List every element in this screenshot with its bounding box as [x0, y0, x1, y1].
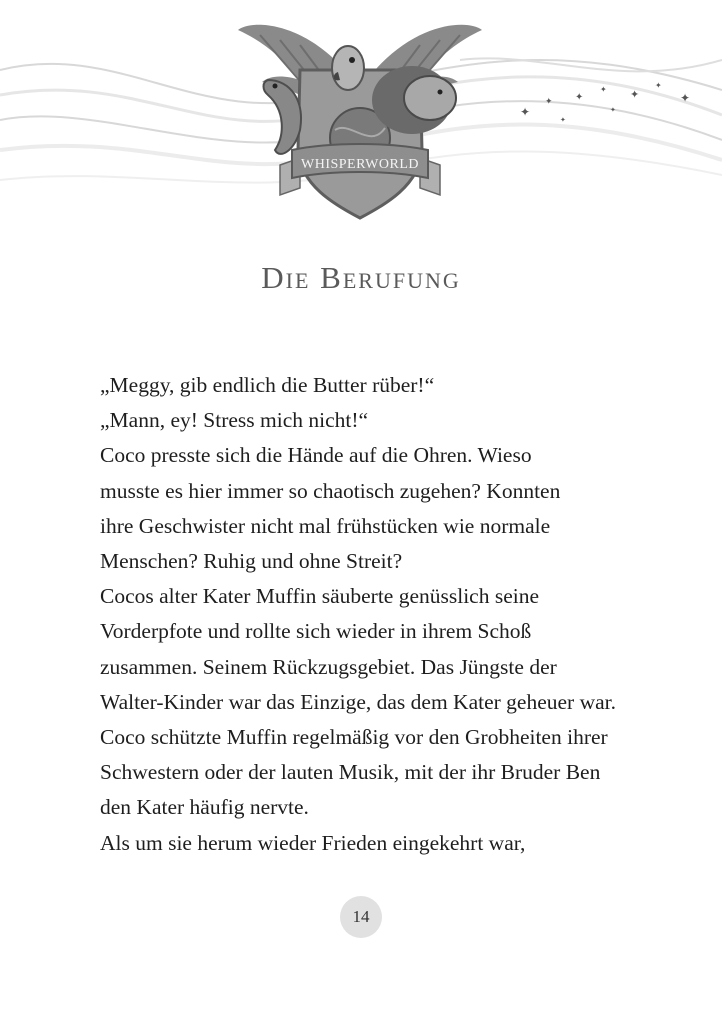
- chapter-title: Die Berufung: [261, 260, 461, 295]
- svg-text:✦: ✦: [610, 106, 616, 114]
- text-line: Als um sie herum wieder Frieden eingekehrt war,: [100, 830, 526, 855]
- svg-text:✦: ✦: [545, 97, 553, 107]
- svg-text:✦: ✦: [655, 81, 662, 90]
- text-line: musste es hier immer so chaotisch zugehen? Konnten: [100, 478, 561, 503]
- svg-text:✦: ✦: [575, 92, 584, 103]
- page-number: 14: [352, 907, 370, 926]
- text-line: zusammen. Seinem Rückzugsgebiet. Das Jüngste der: [100, 654, 557, 679]
- text-line: „Meggy, gib endlich die Butter rüber!“: [100, 373, 435, 397]
- svg-text:✦: ✦: [520, 105, 531, 119]
- text-line: Vorderpfote und rollte sich wieder in ihrem Schoß: [100, 619, 532, 644]
- text-line: „Mann, ey! Stress mich nicht!“: [100, 408, 369, 433]
- svg-text:✦: ✦: [680, 91, 691, 105]
- page-number-badge: [340, 896, 382, 938]
- header-illustration: [0, 0, 722, 240]
- text-line: Cocos alter Kater Muffin säuberte genüsslich seine: [100, 584, 540, 609]
- body-text: [100, 368, 660, 861]
- text-line: Walter-Kinder war das Einzige, das dem Kater geheuer war.: [100, 689, 616, 714]
- text-line: Schwestern oder der lauten Musik, mit der ihr Bruder Ben: [100, 760, 601, 785]
- text-line: Coco presste sich die Hände auf die Ohren. Wieso: [100, 443, 532, 468]
- sparkle-icons: [520, 81, 690, 124]
- text-line: ihre Geschwister nicht mal frühstücken wie normale: [100, 513, 551, 538]
- emblem-label: WHISPERWORLD: [301, 157, 419, 172]
- text-line: Menschen? Ruhig und ohne Streit?: [100, 549, 403, 574]
- svg-text:✦: ✦: [600, 85, 607, 94]
- svg-text:✦: ✦: [630, 88, 640, 101]
- text-line: den Kater häufig nervte.: [100, 795, 309, 820]
- text-line: Coco schützte Muffin regelmäßig vor den Grobheiten ihrer: [100, 725, 608, 750]
- svg-text:✦: ✦: [560, 116, 566, 124]
